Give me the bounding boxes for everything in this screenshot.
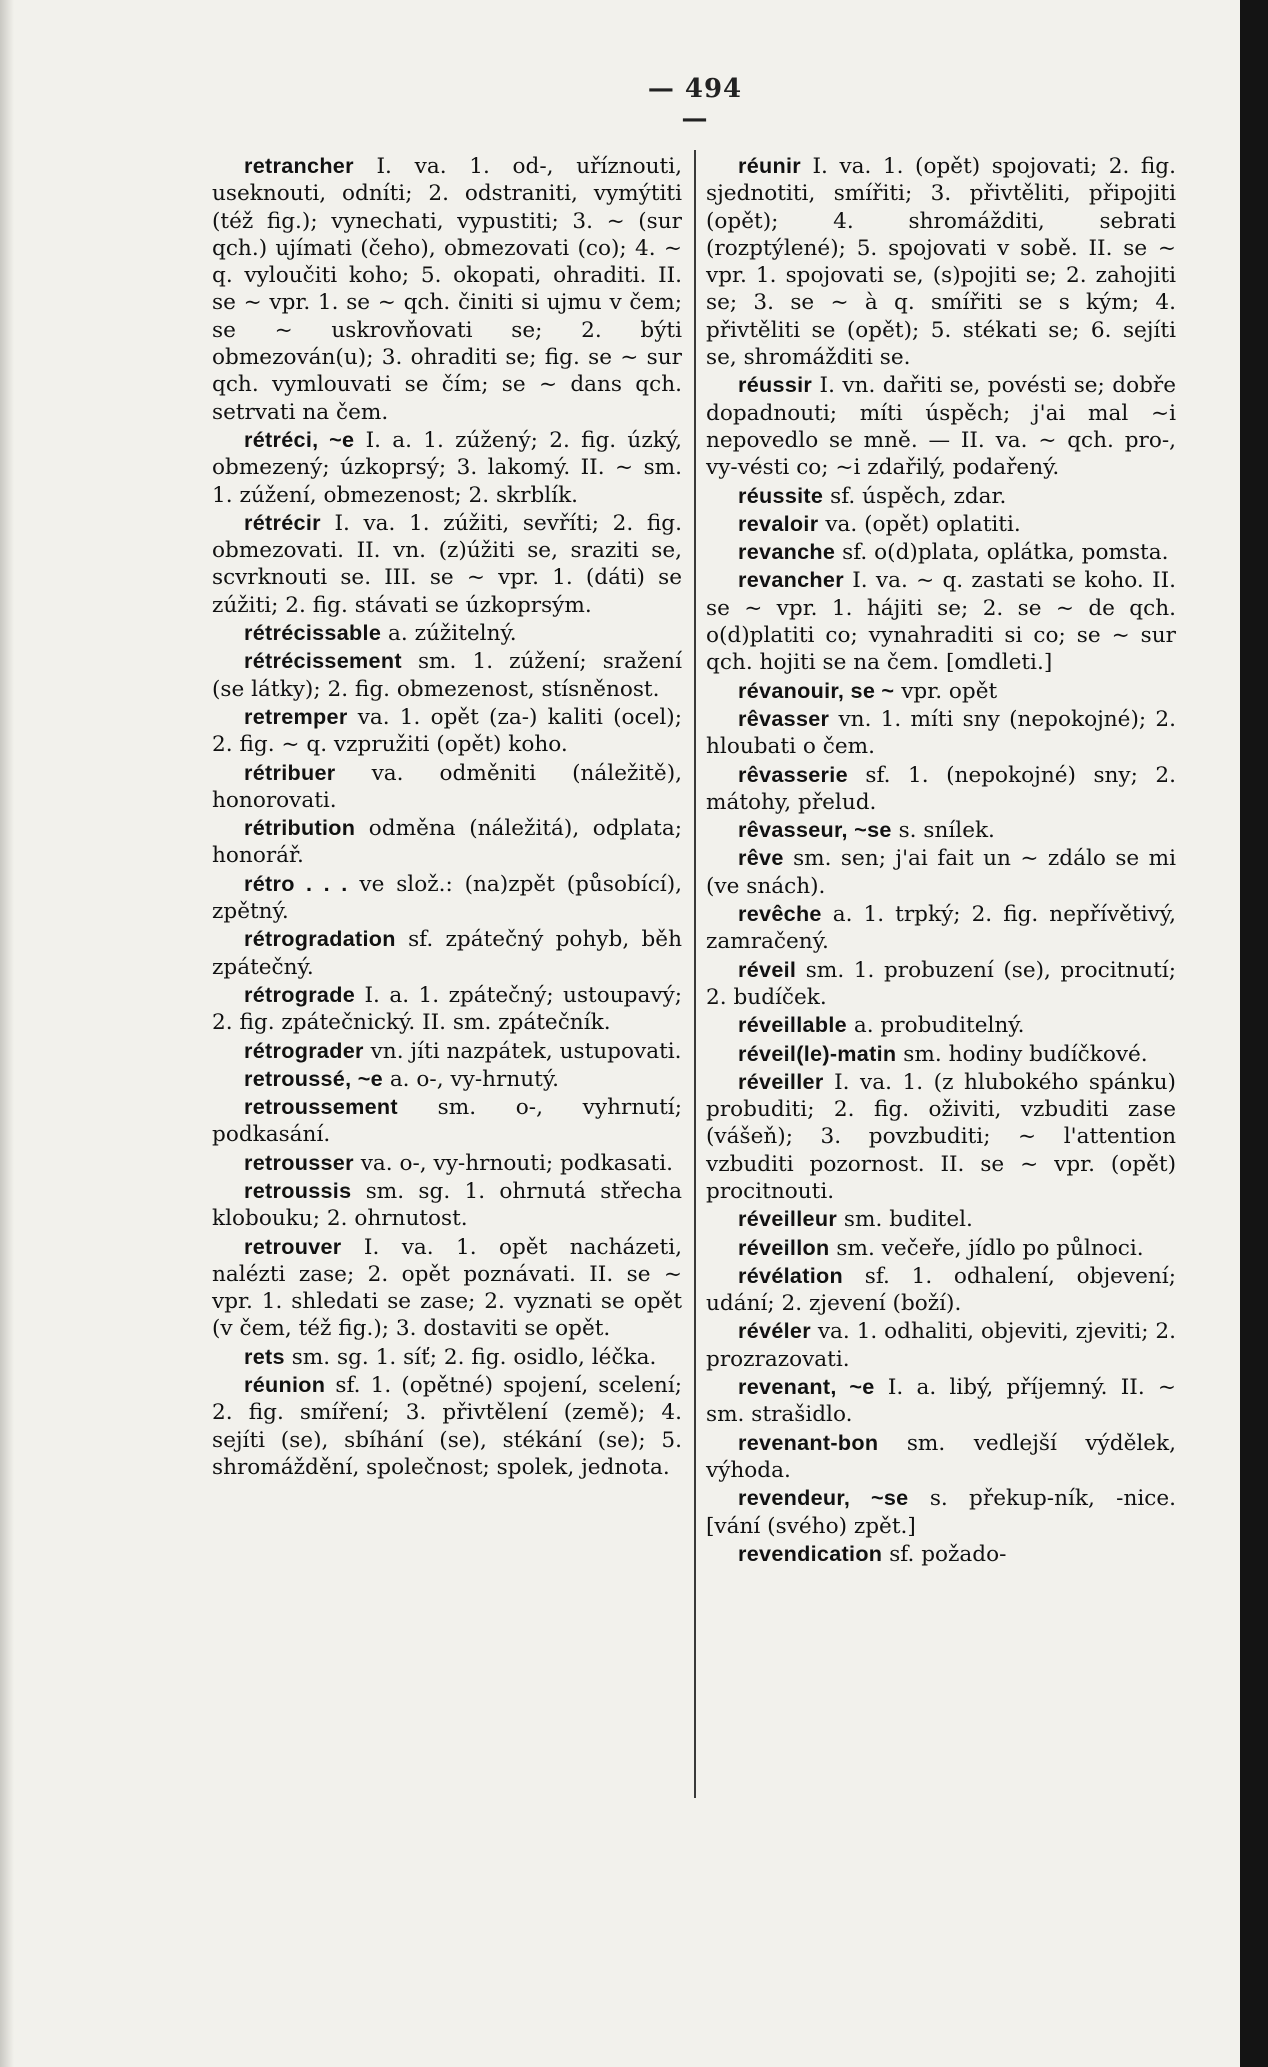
dictionary-entry: [706, 1429, 1176, 1485]
dictionary-entry: [706, 1040, 1176, 1068]
entry-definition: sm. večeře, jídlo po půlnoci.: [836, 1235, 1144, 1261]
entry-definition: va. odměniti (náležitě), honorovati.: [212, 760, 682, 813]
entry-headword: revaloir: [738, 510, 819, 536]
dictionary-entry: [706, 1317, 1176, 1373]
entry-headword: revendeur, ~se: [738, 1485, 909, 1511]
dictionary-entry: [212, 152, 682, 426]
entry-definition: I. vn. dařiti se, povésti se; dobře dopadnouti; míti úspěch; j'ai mal ~i nepovedlo se mně. — II. va. ~ qch. pro-, vy-vésti co; ~i zdařilý, podařený.: [706, 373, 1176, 481]
entry-definition: sm. sg. 1. síť; 2. fig. osidlo, léčka.: [291, 1344, 657, 1370]
entry-headword: retroussé, ~e: [244, 1065, 383, 1091]
right-column: [706, 152, 1176, 1568]
entry-definition: sf. požado-: [889, 1541, 1007, 1567]
entry-headword: rétribuer: [244, 759, 336, 785]
entry-headword: rêve: [738, 845, 784, 871]
entry-headword: révanouir, se ~: [738, 677, 895, 703]
dictionary-entry: [212, 1149, 682, 1177]
entry-headword: rétrogradation: [244, 926, 396, 952]
dictionary-entry: [212, 1343, 682, 1371]
dictionary-entry: [706, 816, 1176, 844]
dictionary-entry: [706, 761, 1176, 817]
column-divider: [694, 150, 696, 1798]
dictionary-entry: [212, 759, 682, 815]
entry-definition: sf. o(d)plata, oplátka, pomsta.: [842, 540, 1169, 566]
dictionary-entry: [212, 814, 682, 870]
dictionary-entry: [706, 956, 1176, 1012]
entry-headword: revenant-bon: [738, 1429, 879, 1455]
entry-headword: retroussement: [244, 1094, 398, 1120]
entry-definition: sf. 1. odhalení, objevení; udání; 2. zjevení (boží).: [706, 1263, 1176, 1317]
dictionary-entry: [212, 1177, 682, 1233]
entry-definition: a. 1. trpký; 2. fig. nepřívětivý, zamračený.: [706, 902, 1176, 955]
entry-definition: vn. 1. míti sny (nepokojné); 2. hloubati o čem.: [706, 706, 1176, 760]
entry-headword: rétro . . .: [244, 870, 348, 896]
dictionary-entry: [212, 647, 682, 703]
dictionary-entry: [706, 1011, 1176, 1039]
entry-headword: révéler: [738, 1318, 811, 1344]
entry-definition: ve slož.: (na)zpět (působící), zpětný.: [212, 871, 682, 925]
dictionary-entry: [706, 510, 1176, 538]
entry-headword: retrouver: [244, 1233, 342, 1259]
entry-headword: réunion: [244, 1372, 326, 1398]
entry-definition: sm. 1. probuzení (se), procitnutí; 2. budíček.: [706, 957, 1176, 1010]
entry-definition: I. a. 1. zúžený; 2. fig. úzký, obmezený; úzkoprsý; 3. lakomý. II. ~ sm. 1. zúžení, obmezenost; 2. skrblík.: [212, 427, 682, 508]
entry-headword: revêche: [738, 901, 822, 927]
page-number: — 494 —: [647, 74, 743, 134]
left-column: [212, 152, 682, 1481]
entry-headword: retremper: [244, 703, 348, 729]
page-edge-shadow: [1240, 0, 1268, 2067]
entry-headword: réveil(le)-matin: [738, 1040, 897, 1066]
entry-headword: réveilleur: [738, 1206, 838, 1232]
entry-definition: s. snílek.: [898, 818, 995, 844]
entry-headword: retroussis: [244, 1177, 352, 1203]
entry-headword: rêvasseur, ~se: [738, 817, 892, 843]
dictionary-entry: [212, 1065, 682, 1093]
dictionary-entry: [706, 1484, 1176, 1540]
entry-definition: va. (opět) oplatiti.: [825, 511, 1021, 537]
entry-headword: réveil: [738, 956, 797, 982]
dictionary-entry: [706, 152, 1176, 371]
entry-headword: réveillable: [738, 1012, 847, 1038]
entry-definition: sm. buditel.: [843, 1207, 973, 1233]
entry-definition: sm. vedlejší výdělek, výhoda.: [706, 1430, 1176, 1483]
dictionary-entry: [706, 1234, 1176, 1262]
entry-definition: I. va. ~ q. zastati se koho. II. se ~ vpr. 1. hájiti se; 2. se ~ de qch. o(d)platiti co; vynahraditi si co; se ~ sur qch. hojiti se na čem. [omdleti.]: [706, 568, 1176, 676]
dictionary-entry: [212, 1037, 682, 1065]
entry-headword: rêvasserie: [738, 761, 848, 787]
entry-headword: revenant, ~e: [738, 1374, 875, 1400]
dictionary-entry: [706, 900, 1176, 956]
entry-definition: va. 1. odhaliti, objeviti, zjeviti; 2. prozrazovati.: [706, 1319, 1176, 1372]
entry-definition: odměna (náležitá), odplata; honorář.: [212, 816, 682, 869]
entry-definition: sm. sen; j'ai fait un ~ zdálo se mi (ve snách).: [706, 846, 1176, 899]
entry-definition: va. o-, vy-hrnouti; podkasati.: [360, 1150, 674, 1176]
entry-definition: sm. o-, vyhrnutí; podkasání.: [212, 1095, 682, 1148]
dictionary-entry: [706, 1540, 1176, 1568]
dictionary-entry: [706, 566, 1176, 676]
dictionary-entry: [212, 426, 682, 509]
entry-headword: réussite: [738, 482, 824, 508]
entry-headword: rétribution: [244, 815, 356, 841]
entry-headword: rêvasser: [738, 705, 830, 731]
entry-definition: I. a. 1. zpátečný; ustoupavý; 2. fig. zpátečnický. II. sm. zpátečník.: [212, 982, 682, 1036]
entry-definition: sm. 1. zúžení; sražení (se látky); 2. fig. obmezenost, stísněnost.: [212, 649, 682, 702]
entry-headword: réussir: [738, 372, 813, 398]
entry-definition: I. va. 1. (opět) spojovati; 2. fig. sjednotiti, smířiti; 3. přivtěliti, připojiti (opět); 4. shromážditi, sebrati (rozptýlené); 5. spojovati v sobě. II. se ~ vpr. 1. spojovati se, (s)pojiti se; 2. zahojiti se; 3. se ~ à q. smířiti se s kým; 4. přivtěliti se (opět); 5. stékati se; 6. sejíti se, shromážditi se.: [706, 154, 1176, 371]
dictionary-entry: [706, 1262, 1176, 1318]
entry-headword: retrousser: [244, 1149, 354, 1175]
dictionary-entry: [212, 1371, 682, 1481]
entry-definition: sf. úspěch, zdar.: [830, 483, 1007, 509]
entry-definition: I. va. 1. opět nacházeti, nalézti zase; 2. opět poznávati. II. se ~ vpr. 1. shledati se zase; 2. vyznati se opět (v čem, též fig.); 3. dostaviti se opět.: [212, 1234, 682, 1342]
dictionary-entry: [706, 705, 1176, 761]
dictionary-entry: [212, 925, 682, 981]
entry-headword: rétrograde: [244, 981, 356, 1007]
entry-headword: rétrécissement: [244, 648, 402, 674]
dictionary-entry: [706, 1068, 1176, 1205]
entry-definition: a. zúžitelný.: [388, 621, 517, 647]
entry-headword: rétrograder: [244, 1037, 364, 1063]
dictionary-entry: [212, 1093, 682, 1149]
entry-headword: révélation: [738, 1262, 844, 1288]
entry-headword: réveillon: [738, 1234, 830, 1260]
entry-definition: I. va. 1. (z hlubokého spánku) probuditi; 2. fig. oživiti, vzbuditi zase (vášeň); 3. povzbuditi; ~ l'attention vzbuditi pozornost. II. se ~ vpr. (opět) procitnouti.: [706, 1069, 1176, 1204]
entry-headword: réunir: [738, 153, 801, 178]
entry-headword: rétrécir: [244, 509, 321, 535]
entry-headword: revanche: [738, 539, 836, 565]
entry-definition: sm. sg. 1. ohrnutá střecha klobouku; 2. ohrnutost.: [212, 1178, 682, 1232]
dictionary-entry: [706, 538, 1176, 566]
entry-definition: va. 1. opět (za-) kaliti (ocel); 2. fig. ~ q. vzpružiti (opět) koho.: [212, 704, 682, 758]
entry-headword: rets: [244, 1343, 285, 1369]
dictionary-entry: [212, 703, 682, 759]
entry-definition: vn. jíti nazpátek, ustupovati.: [370, 1038, 682, 1064]
dictionary-entry: [706, 1373, 1176, 1429]
entry-definition: a. o-, vy-hrnutý.: [389, 1066, 560, 1092]
entry-definition: I. va. 1. zúžiti, sevříti; 2. fig. obmezovati. II. vn. (z)úžiti se, sraziti se, scvrknouti se. III. se ~ vpr. 1. (dáti) se zúžiti; 2. fig. stávati se úzkoprsým.: [212, 510, 682, 618]
dictionary-entry: [706, 844, 1176, 900]
dictionary-entry: [212, 870, 682, 926]
dictionary-entry: [706, 677, 1176, 705]
entry-definition: sf. 1. (opětné) spojení, scelení; 2. fig. smíření; 3. přivtělení (země); 4. sejíti (se), sbíhání (se), stékání (se); 5. shromáždění, společnost; spolek, jednota.: [212, 1373, 682, 1480]
entry-definition: a. probuditelný.: [853, 1013, 1025, 1039]
entry-definition: vpr. opět: [901, 678, 998, 704]
entry-definition: s. překup-ník, -nice. [vání (svého) zpět.]: [706, 1486, 1176, 1539]
entry-headword: revancher: [738, 567, 844, 593]
entry-definition: I. a. libý, příjemný. II. ~ sm. strašidlo.: [706, 1375, 1177, 1428]
dictionary-entry: [212, 619, 682, 647]
entry-definition: sf. zpátečný pohyb, běh zpátečný.: [212, 927, 682, 980]
dictionary-entry: [212, 981, 682, 1037]
dictionary-entry: [212, 1233, 682, 1343]
dictionary-entry: [706, 482, 1176, 510]
entry-headword: revendication: [738, 1540, 883, 1566]
entry-definition: sm. hodiny budíčkové.: [903, 1041, 1148, 1067]
dictionary-entry: [706, 371, 1176, 481]
entry-headword: rétréci, ~e: [244, 426, 355, 452]
dictionary-entry: [212, 509, 682, 619]
entry-definition: I. va. 1. od-, uříznouti, useknouti, odníti; 2. odstraniti, vymýtiti (též fig.); vynechati, vypustiti; 3. ~ (sur qch.) ujímati (čeho), obmezovati (co); 4. ~ q. vyloučiti koho; 5. okopati, ohraditi. II. se ~ vpr. 1. se ~ qch. činiti si ujmu v čem; se ~ uskrovňovati se; 2. býti obmezován(u); 3. ohraditi se; fig. se ~ sur qch. vymlouvati se čím; se ~ dans qch. setrvati na čem.: [212, 154, 682, 425]
book-binding-shadow: [0, 0, 14, 2067]
entry-headword: réveiller: [738, 1068, 824, 1094]
entry-headword: rétrécissable: [244, 620, 382, 646]
entry-definition: sf. 1. (nepokojné) sny; 2. mátohy, přelud.: [706, 762, 1176, 815]
dictionary-entry: [706, 1205, 1176, 1233]
entry-headword: retrancher: [244, 153, 354, 178]
